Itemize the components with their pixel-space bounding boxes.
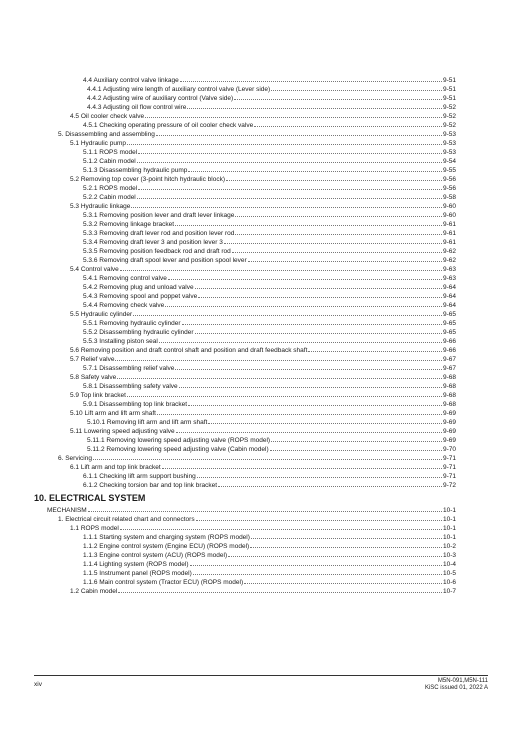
toc-entry-title: 5.3 Hydraulic linkage	[70, 203, 131, 210]
toc-entry[interactable]	[0, 291, 522, 300]
dot-leader	[133, 309, 442, 316]
toc-entry-title: 5.3.5 Removing position feedback rod and draft rod	[83, 248, 231, 255]
toc-entry[interactable]	[0, 480, 522, 489]
dot-leader	[175, 363, 442, 370]
toc-entry-title: 5.7.1 Disassembling relief valve	[83, 365, 175, 372]
page-number: xiv	[34, 681, 42, 688]
toc-entry[interactable]	[0, 550, 522, 559]
dot-leader	[188, 165, 442, 172]
toc-entry[interactable]	[0, 327, 522, 336]
toc-entry-title: 6.1 Lift arm and top link bracket	[70, 464, 161, 471]
dot-leader	[159, 336, 442, 343]
dot-leader	[156, 129, 442, 136]
issue-label: KiSC issued 01, 2022 A	[424, 685, 488, 691]
dot-leader	[254, 120, 442, 127]
toc-entry-page: 10-1	[442, 507, 456, 514]
toc-entry-page: 9-66	[442, 347, 456, 354]
dot-leader	[180, 75, 442, 82]
toc-entry-page: 9-68	[442, 401, 456, 408]
toc-entry-title: 1.1.6 Main control system (Tractor ECU) (ROPS model)	[83, 579, 244, 586]
dot-leader	[228, 550, 442, 557]
toc-entry-page: 10-1	[442, 534, 456, 541]
toc-entry[interactable]	[0, 174, 522, 183]
toc-entry[interactable]	[0, 75, 522, 84]
toc-entry-page: 9-64	[442, 284, 456, 291]
toc-entry-page: 9-64	[442, 302, 456, 309]
toc-entry-page: 9-51	[442, 86, 456, 93]
toc-entry-page: 9-69	[442, 410, 456, 417]
dot-leader	[232, 246, 442, 253]
toc-entry-title: 1.1.3 Engine control system (ACU) (ROPS model)	[83, 552, 228, 559]
toc-entry[interactable]	[0, 255, 522, 264]
toc-entry-page: 9-55	[442, 167, 456, 174]
toc-entry[interactable]	[0, 390, 522, 399]
toc-entry-title: 5.1 Hydraulic pump	[70, 140, 126, 147]
toc-entry-page: 9-61	[442, 230, 456, 237]
dot-leader	[168, 273, 442, 280]
toc-entry-page: 10-6	[442, 579, 456, 586]
dot-leader	[117, 372, 442, 379]
toc-entry-page: 9-63	[442, 266, 456, 273]
toc-entry-page: 9-52	[442, 113, 456, 120]
toc-entry-page: 9-54	[442, 158, 456, 165]
toc-entry-title: 5.2.1 ROPS model	[83, 185, 138, 192]
toc-entry-title: 5.3.2 Removing linkage bracket	[83, 221, 175, 228]
toc-entry-title: 6.1.1 Checking lift arm support bushing	[83, 473, 196, 480]
dot-leader	[176, 426, 442, 433]
dot-leader	[182, 318, 442, 325]
dot-leader	[157, 408, 442, 415]
toc-entry-title: 5.5.1 Removing hydraulic cylinder	[83, 320, 181, 327]
toc-entry[interactable]	[0, 541, 522, 550]
toc-entry-page: 9-51	[442, 77, 456, 84]
toc-entry[interactable]	[0, 282, 522, 291]
toc-entry[interactable]	[0, 210, 522, 219]
dot-leader	[137, 192, 442, 199]
toc-entry[interactable]	[0, 219, 522, 228]
toc-entry-page: 10-3	[442, 552, 456, 559]
toc-entry-page: 10-7	[442, 588, 456, 595]
dot-leader	[226, 174, 442, 181]
dot-leader	[224, 237, 442, 244]
toc-entry-title: 5.11.2 Removing lowering speed adjusting valve (Cabin model)	[87, 446, 269, 453]
toc-entry-title: 5.1.1 ROPS model	[83, 149, 138, 156]
toc-entry-title: 1.2 Cabin model	[70, 588, 118, 595]
toc-entry-title: 5.3.4 Removing draft lever 3 and position lever 3	[83, 239, 223, 246]
dot-leader	[190, 559, 442, 566]
dot-leader	[175, 219, 442, 226]
toc-entry-title: 4.4 Auxiliary control valve linkage	[83, 77, 179, 84]
footer-divider	[34, 675, 488, 676]
toc-entry[interactable]	[0, 363, 522, 372]
toc-entry-page: 9-71	[442, 464, 456, 471]
toc-entry-page: 9-67	[442, 365, 456, 372]
toc-entry-title: 5.9 Top link bracket	[70, 392, 126, 399]
dot-leader	[165, 300, 442, 307]
toc-entry-page: 9-67	[442, 356, 456, 363]
toc-entry[interactable]	[0, 505, 522, 514]
toc-part-electrical	[0, 505, 522, 595]
dot-leader	[198, 291, 442, 298]
toc-entry-page: 9-65	[442, 329, 456, 336]
dot-leader	[308, 345, 442, 352]
dot-leader	[88, 505, 442, 512]
toc-entry[interactable]	[0, 453, 522, 462]
toc-entry-title: 5.4.3 Removing spool and poppet valve	[83, 293, 198, 300]
toc-entry-title: 5.11 Lowering speed adjusting valve	[70, 428, 175, 435]
toc-entry-title: 5.1.2 Cabin model	[83, 158, 136, 165]
toc-entry-page: 9-60	[442, 203, 456, 210]
toc-entry-page: 9-52	[442, 122, 456, 129]
toc-entry-page: 9-68	[442, 392, 456, 399]
toc-entry[interactable]	[0, 273, 522, 282]
toc-entry-page: 9-60	[442, 212, 456, 219]
toc-entry-title: 5.2.2 Cabin model	[83, 194, 136, 201]
footer-info	[425, 678, 488, 692]
toc-entry-title: 5.4.4 Removing check valve	[83, 302, 165, 309]
toc-entry-page: 9-52	[442, 104, 456, 111]
toc-entry-title: 5.9.1 Disassembling top link bracket	[83, 401, 188, 408]
toc-entry-title: 5. Disassembling and assembling	[58, 131, 155, 138]
toc-entry-page: 10-1	[442, 525, 456, 532]
toc-entry-title: 5.10 Lift arm and lift arm shaft	[70, 410, 156, 417]
toc-entry[interactable]	[0, 165, 522, 174]
dot-leader	[145, 111, 442, 118]
toc-entry[interactable]	[0, 586, 522, 595]
dot-leader	[137, 156, 442, 163]
toc-entry-title: 5.5 Hydraulic cylinder	[70, 311, 133, 318]
toc-entry-page: 9-61	[442, 221, 456, 228]
dot-leader	[138, 147, 442, 154]
toc-entry[interactable]	[0, 417, 522, 426]
dot-leader	[251, 532, 442, 539]
toc-entry-title: 5.11.1 Removing lowering speed adjusting valve (ROPS model)	[87, 437, 271, 444]
toc-entry-title: 5.4 Control valve	[70, 266, 119, 273]
toc-entry-page: 9-70	[442, 446, 456, 453]
toc-entry-title: 1.1.4 Lighting system (ROPS model)	[83, 561, 189, 568]
toc-entry[interactable]	[0, 300, 522, 309]
toc-entry[interactable]	[0, 138, 522, 147]
dot-leader	[120, 264, 442, 271]
toc-entry-title: 5.3.6 Removing draft spool lever and position spool lever	[83, 257, 247, 264]
dot-leader	[188, 399, 442, 406]
toc-entry-page: 9-62	[442, 257, 456, 264]
toc-entry[interactable]	[0, 246, 522, 255]
toc-entry-page: 9-53	[442, 149, 456, 156]
toc-entry[interactable]	[0, 264, 522, 273]
toc-entry[interactable]	[0, 559, 522, 568]
toc-entry-page: 9-56	[442, 176, 456, 183]
toc-entry-page: 9-64	[442, 293, 456, 300]
toc-entry[interactable]	[0, 102, 522, 111]
dot-leader	[250, 541, 442, 548]
toc-entry-title: 5.8 Safety valve	[70, 374, 117, 381]
toc-entry[interactable]	[0, 183, 522, 192]
toc-entry[interactable]	[0, 471, 522, 480]
toc-entry-title: 5.1.3 Disassembling hydraulic pump	[83, 167, 188, 174]
dot-leader	[131, 201, 442, 208]
toc-entry-title: 4.4.1 Adjusting wire length of auxiliary control valve (Lever side)	[87, 86, 271, 93]
toc-entry[interactable]	[0, 568, 522, 577]
toc-entry-title: 5.10.1 Removing lift arm and lift arm shaft	[87, 419, 208, 426]
dot-leader	[244, 577, 442, 584]
toc-entry-title: 4.5.1 Checking operating pressure of oil cooler check valve	[83, 122, 254, 129]
toc-entry[interactable]	[0, 381, 522, 390]
toc-entry-page: 9-69	[442, 437, 456, 444]
dot-leader	[127, 138, 442, 145]
dot-leader	[120, 523, 442, 530]
toc-entry[interactable]	[0, 309, 522, 318]
dot-leader	[271, 84, 442, 91]
toc-entry-title: 5.6 Removing position and draft control shaft and position and draft feedback shaft	[70, 347, 308, 354]
toc-entry[interactable]	[0, 111, 522, 120]
dot-leader	[195, 327, 442, 334]
toc-entry-page: 9-66	[442, 338, 456, 345]
toc-entry-page: 9-53	[442, 131, 456, 138]
dot-leader	[248, 255, 442, 262]
toc-entry[interactable]	[0, 345, 522, 354]
toc-entry-page: 9-69	[442, 428, 456, 435]
toc-entry[interactable]	[0, 435, 522, 444]
dot-leader	[235, 210, 442, 217]
model-label: M5N-091,M5N-111	[437, 678, 488, 684]
toc-entry-title: 4.4.2 Adjusting wire of auxiliary control (Valve side)	[87, 95, 234, 102]
toc-entry-title: 5.8.1 Disassembling safety valve	[83, 383, 178, 390]
toc-entry-page: 9-63	[442, 275, 456, 282]
toc-entry-page: 9-53	[442, 140, 456, 147]
dot-leader	[271, 435, 442, 442]
toc-entry[interactable]	[0, 408, 522, 417]
toc-entry[interactable]	[0, 354, 522, 363]
dot-leader	[179, 381, 442, 388]
dot-leader	[218, 480, 442, 487]
toc-entry[interactable]	[0, 201, 522, 210]
dot-leader	[193, 568, 442, 575]
toc-entry-page: 9-71	[442, 455, 456, 462]
toc-entry-title: 4.5 Oil cooler check valve	[70, 113, 145, 120]
toc-entry-page: 9-65	[442, 320, 456, 327]
toc-entry-page: 10-4	[442, 561, 456, 568]
toc-entry-title: 5.5.2 Disassembling hydraulic cylinder	[83, 329, 194, 336]
section-heading: 10. ELECTRICAL SYSTEM	[34, 493, 146, 503]
toc-entry-page: 9-58	[442, 194, 456, 201]
toc-entry[interactable]	[0, 237, 522, 246]
toc-entry-page: 9-62	[442, 248, 456, 255]
toc-entry-title: 5.2 Removing top cover (3-point hitch hydraulic block)	[70, 176, 225, 183]
dot-leader	[115, 354, 442, 361]
toc-entry-title: 6. Servicing	[58, 455, 92, 462]
toc-entry-page: 9-69	[442, 419, 456, 426]
dot-leader	[234, 93, 442, 100]
dot-leader	[127, 390, 442, 397]
toc-entry[interactable]	[0, 399, 522, 408]
toc-entry[interactable]	[0, 532, 522, 541]
toc-entry-page: 9-51	[442, 95, 456, 102]
dot-leader	[270, 444, 442, 451]
toc-entry[interactable]	[0, 93, 522, 102]
toc-entry[interactable]	[0, 514, 522, 523]
dot-leader	[138, 183, 442, 190]
toc-entry-title: 5.5.3 Installing piston seal	[83, 338, 158, 345]
toc-entry-title: 5.3.1 Removing position lever and draft lever linkage	[83, 212, 235, 219]
toc-entry[interactable]	[0, 577, 522, 586]
toc-entry-page: 10-5	[442, 570, 456, 577]
dot-leader	[196, 514, 442, 521]
toc-entry[interactable]	[0, 336, 522, 345]
toc-entry-title: 5.4.1 Removing control valve	[83, 275, 167, 282]
toc-entry-title: 4.4.3 Adjusting oil flow control wire	[87, 104, 187, 111]
dot-leader	[162, 462, 442, 469]
toc-entry[interactable]	[0, 228, 522, 237]
toc-entry[interactable]	[0, 120, 522, 129]
toc-entry-title: 1. Electrical circuit related chart and connectors	[58, 516, 195, 523]
toc-entry-page: 9-72	[442, 482, 456, 489]
toc-entry-page: 9-68	[442, 383, 456, 390]
toc-entry-page: 9-71	[442, 473, 456, 480]
toc-entry-title: 1.1 ROPS model	[70, 525, 119, 532]
toc-entry-page: 10-1	[442, 516, 456, 523]
toc-entry-title: 5.3.3 Removing draft lever rod and position lever rod	[83, 230, 235, 237]
toc-entry[interactable]	[0, 147, 522, 156]
toc-entry[interactable]	[0, 84, 522, 93]
toc-entry[interactable]	[0, 372, 522, 381]
dot-leader	[195, 282, 442, 289]
toc-entry-page: 9-61	[442, 239, 456, 246]
toc-entry-title: 6.1.2 Checking torsion bar and top link bracket	[83, 482, 218, 489]
toc-entry[interactable]	[0, 318, 522, 327]
dot-leader	[197, 471, 442, 478]
toc-entry-page: 9-68	[442, 374, 456, 381]
dot-leader	[235, 228, 442, 235]
toc-entry[interactable]	[0, 462, 522, 471]
toc-entry-title: MECHANISM	[47, 507, 87, 514]
dot-leader	[208, 417, 442, 424]
dot-leader	[118, 586, 442, 593]
toc-entry[interactable]	[0, 129, 522, 138]
toc-entry[interactable]	[0, 444, 522, 453]
table-of-contents	[0, 75, 522, 595]
toc-entry-page: 9-65	[442, 311, 456, 318]
toc-entry-title: 5.7 Relief valve	[70, 356, 115, 363]
toc-entry-title: 1.1.2 Engine control system (Engine ECU) (ROPS model)	[83, 543, 250, 550]
dot-leader	[187, 102, 442, 109]
toc-entry[interactable]	[0, 426, 522, 435]
toc-entry-page: 9-56	[442, 185, 456, 192]
toc-entry-title: 1.1.1 Starting system and charging system (ROPS model)	[83, 534, 250, 541]
toc-part-hydraulic	[0, 75, 522, 489]
toc-entry-title: 5.4.2 Removing plug and unload valve	[83, 284, 194, 291]
toc-entry[interactable]	[0, 523, 522, 532]
toc-entry[interactable]	[0, 156, 522, 165]
toc-entry[interactable]	[0, 192, 522, 201]
toc-entry-page: 10-2	[442, 543, 456, 550]
toc-entry-title: 1.1.5 Instrument panel (ROPS model)	[83, 570, 192, 577]
dot-leader	[93, 453, 442, 460]
